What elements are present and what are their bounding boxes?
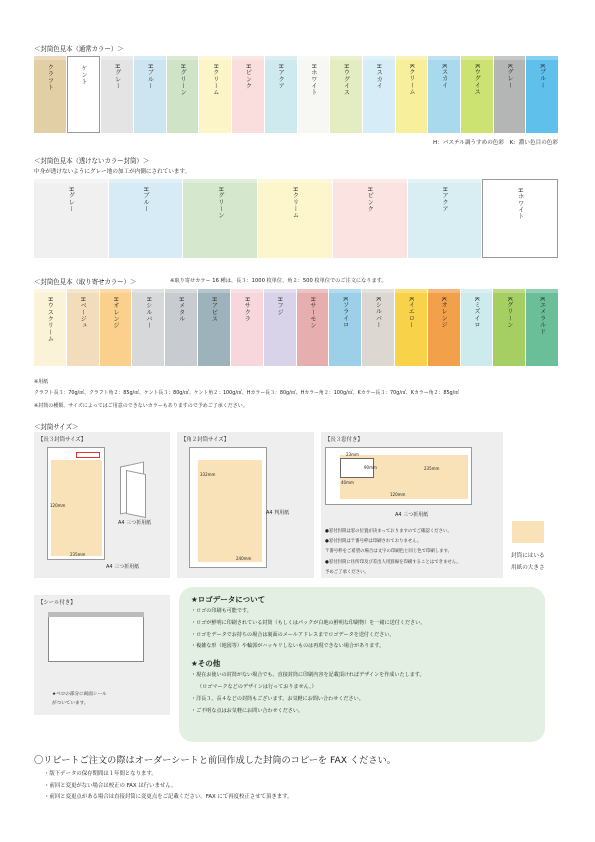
swatch-label: Hサクラ <box>243 297 251 323</box>
swatch-row1-9 <box>330 56 362 133</box>
swatch-label: Hメタル <box>177 297 185 323</box>
swatch-row1-8 <box>298 56 330 133</box>
swatch-row3-9 <box>329 289 361 366</box>
swatch-row1-1 <box>67 56 101 133</box>
swatch-label: Kグレー <box>505 64 513 89</box>
swatch-label: Kシルバー <box>374 297 382 329</box>
color-legend: H：パステル調うすめの色彩 K：濃い色目の色彩 <box>433 140 558 146</box>
section1-title: ＜封筒色見本（通常カラー）＞ <box>34 45 124 53</box>
swatch-row1-6 <box>232 56 264 133</box>
swatch-row1-15 <box>526 56 558 133</box>
naga3-envelope: 120mm 235mm <box>47 447 105 560</box>
swatch-label: Hグレー <box>67 187 75 213</box>
window-envelope: 23mm 90mm 235mm 40mm 120mm <box>325 447 472 505</box>
swatch-label: Kイエロー <box>407 297 415 329</box>
paper-title: ※用紙 <box>34 379 49 385</box>
kaku2-box: 【角２封筒サイズ】 332mm 240mm A4 判用紙 <box>177 432 314 578</box>
swatch-label: Hピンク <box>366 187 374 213</box>
kaku2-envelope: 332mm 240mm <box>189 447 267 568</box>
section3-title: ＜封筒色見本（取り寄せカラー）＞ <box>34 278 137 286</box>
swatch-label: Hグレー <box>113 64 121 90</box>
swatch-row1-2 <box>101 56 133 133</box>
swatch-label: Hクリーム <box>211 64 219 96</box>
swatch-row1-5 <box>199 56 231 133</box>
swatch-row1-3 <box>134 56 166 133</box>
kaku2-title: 【角２封筒サイズ】 <box>181 437 230 443</box>
swatch-row2-1 <box>109 179 183 258</box>
paper-weights: クラフト長３：70g/㎡、クラフト角２：85g/㎡、ケント長３：80g/㎡、ケント角２：100g/㎡、Hカラー長３：80g/㎡、Hカラー角２：100g/㎡、Kカラー長３：70g/㎡、Kカラー角２：85g/㎡ <box>34 390 460 396</box>
swatch-label: Hベージュ <box>79 297 87 329</box>
seal-title: 【シール付き】 <box>38 600 76 606</box>
swatch-label: Hアクア <box>277 64 285 90</box>
swatch-label: Hシルバー <box>144 297 152 329</box>
swatch-row1-7 <box>265 56 297 133</box>
swatch-row2-5 <box>408 179 482 258</box>
swatch-label: Hブルー <box>146 64 154 90</box>
swatch-row3-12 <box>428 289 460 366</box>
other-list: ・現在お使いの封筒がない場合でも、直接封筒に印刷内容を記載頂ければデザインを作成いたします。 （ロゴマークなどのデザインは行っておりません。） ・洋長３、長４などの封筒もございます。お気軽にお問い合わせください。 ・ご不明な点はお気軽にお問い合わせください。 <box>191 672 425 714</box>
swatch-row3-15 <box>526 289 558 366</box>
naga3-box: 【長３封筒サイズ】 120mm 235mm A4 三つ折用紙 A4 三つ折用紙 <box>34 432 170 578</box>
logo-info-panel <box>179 587 545 742</box>
swatch-row3-5 <box>198 289 230 366</box>
swatch-label: Kオレンジ <box>440 297 448 329</box>
sizes-title: ＜封筒サイズ＞ <box>34 423 79 431</box>
swatch-row3-1 <box>67 289 99 366</box>
swatch-row1-0 <box>34 56 66 133</box>
swatch-label: Hウスクリーム <box>46 297 54 343</box>
logo-list: ・ロゴの印刷も可能です。 ・ロゴが鮮明に印刷されている封筒（もしくはパックが白地の鮮明な印刷物）を一緒に送付ください。 ・ロゴをデータでお持ちの場合は裏面のメールアドレスまでロゴデータを送付ください。 ・複雑な形（地図等）や輪郭がハッキリしないものは再現できない場合があります。 <box>191 608 426 650</box>
other-title: ★その他 <box>191 659 221 669</box>
naga3-title: 【長３封筒サイズ】 <box>38 437 87 443</box>
swatch-label: Hウグイス <box>342 64 350 96</box>
swatch-row1-11 <box>396 56 428 133</box>
logo-title: ★ロゴデータについて <box>191 595 266 604</box>
swatch-row3-2 <box>100 289 132 366</box>
swatch-label: ケント <box>80 65 88 86</box>
swatch-label: Hアクア <box>440 187 448 213</box>
swatch-label: Kスカイ <box>440 64 448 89</box>
swatch-label: Kミズイロ <box>472 297 480 329</box>
swatch-label: Hブルー <box>142 187 150 213</box>
swatch-label: Hオレンジ <box>112 297 120 329</box>
swatch-label: Kソライロ <box>341 297 349 329</box>
swatch-row2-2 <box>183 179 257 258</box>
swatch-row-standard <box>34 56 558 133</box>
window-box: 【長３窓付き】 23mm 90mm 235mm 40mm 120mm A4 三つ折用紙 ●窓付封筒は窓の位置が決まっておりますのでご確認ください。 ●窓付封筒は〒番号枠は印刷されておりません。 〒番号枠をご希望の場合は文字の印刷色と同じ色で印刷します。 ●窓付封筒に住所印及び差出人用罫線を印刷することはできません。 予めご了承ください。 <box>321 432 503 578</box>
swatch-row1-4 <box>167 56 199 133</box>
swatch-label: Kグリーン <box>505 297 513 329</box>
swatch-label: Hクリーム <box>291 187 299 219</box>
repeat-list: ・版下データの保存期間は１年間となります。 ・前回と変更がない場合は校正の FAX は行いません。 ・前回と変更点がある場合は直接封筒に変更点をご記載ください。FAX にて再度校正させて頂きます。 <box>44 771 293 800</box>
swatch-row3-11 <box>395 289 427 366</box>
swatch-row-order <box>34 289 558 366</box>
swatch-row1-10 <box>363 56 395 133</box>
section3-note: ※取り寄せカラー 16 種は、長３：1000 枚単位、角２：500 枚単位でのご注文になります。 <box>170 278 387 284</box>
swatch-label: Hアビス <box>210 297 218 323</box>
insert-legend: 封筒にはいる 用紙の大きさ <box>511 553 545 571</box>
swatch-row1-14 <box>494 56 526 133</box>
swatch-row1-12 <box>428 56 460 133</box>
swatch-label: クラフト <box>46 64 54 91</box>
swatch-row2-6 <box>482 179 558 258</box>
swatch-row2-3 <box>258 179 332 258</box>
swatch-label: Kウグイス <box>473 64 481 96</box>
swatch-label: Hピンク <box>244 64 252 90</box>
swatch-label: Kクリーム <box>407 64 415 96</box>
swatch-row3-10 <box>362 289 394 366</box>
swatch-row3-13 <box>461 289 493 366</box>
swatch-row2-0 <box>34 179 108 258</box>
swatch-label: Hホワイト <box>516 188 524 220</box>
paper-note: ※封筒の種類、サイズによってはご用意のできないカラーもありますので予めご了承ください。 <box>34 403 248 409</box>
swatch-label: Hフジ <box>276 297 284 316</box>
repeat-title: 〇リピートご注文の際はオーダーシートと前回作成した封筒のコピーを FAX ください。 <box>34 755 396 766</box>
swatch-row3-8 <box>297 289 329 366</box>
seal-envelope <box>48 612 144 662</box>
insert-legend-swatch <box>512 521 544 543</box>
swatch-label: Hスカイ <box>375 64 383 90</box>
swatch-label: Kブルー <box>538 64 546 89</box>
swatch-row3-4 <box>165 289 197 366</box>
swatch-row3-0 <box>34 289 66 366</box>
swatch-row3-14 <box>493 289 525 366</box>
seal-box <box>34 595 170 715</box>
swatch-label: Kエメラルド <box>538 297 546 336</box>
seal-note: ★ベロの部分に両面シール がついています。 <box>52 692 107 706</box>
window-notes: ●窓付封筒は窓の位置が決まっておりますのでご確認ください。 ●窓付封筒は〒番号枠は印刷されておりません。 〒番号枠をご希望の場合は文字の印刷色と同じ色で印刷します。 ●窓付封筒に住所印及び差出人用罫線を印刷することはできません。 予めご了承ください。 <box>325 529 461 575</box>
swatch-row2-4 <box>333 179 407 258</box>
swatch-row3-6 <box>231 289 263 366</box>
section2-title: ＜封筒色見本（透けないカラー封筒）＞ <box>34 157 150 165</box>
swatch-row-opaque <box>34 179 558 258</box>
swatch-row1-13 <box>461 56 493 133</box>
window-title: 【長３窓付き】 <box>325 437 363 443</box>
swatch-row3-3 <box>132 289 164 366</box>
swatch-label: Hグリーン <box>179 64 187 96</box>
swatch-label: Hサーモン <box>308 297 316 329</box>
section2-subtitle: 中身が透けないようにグレー地の加工が内側にされています。 <box>34 169 191 175</box>
swatch-label: Hグリーン <box>216 187 224 219</box>
swatch-label: Hホワイト <box>309 64 317 96</box>
swatch-row3-7 <box>264 289 296 366</box>
